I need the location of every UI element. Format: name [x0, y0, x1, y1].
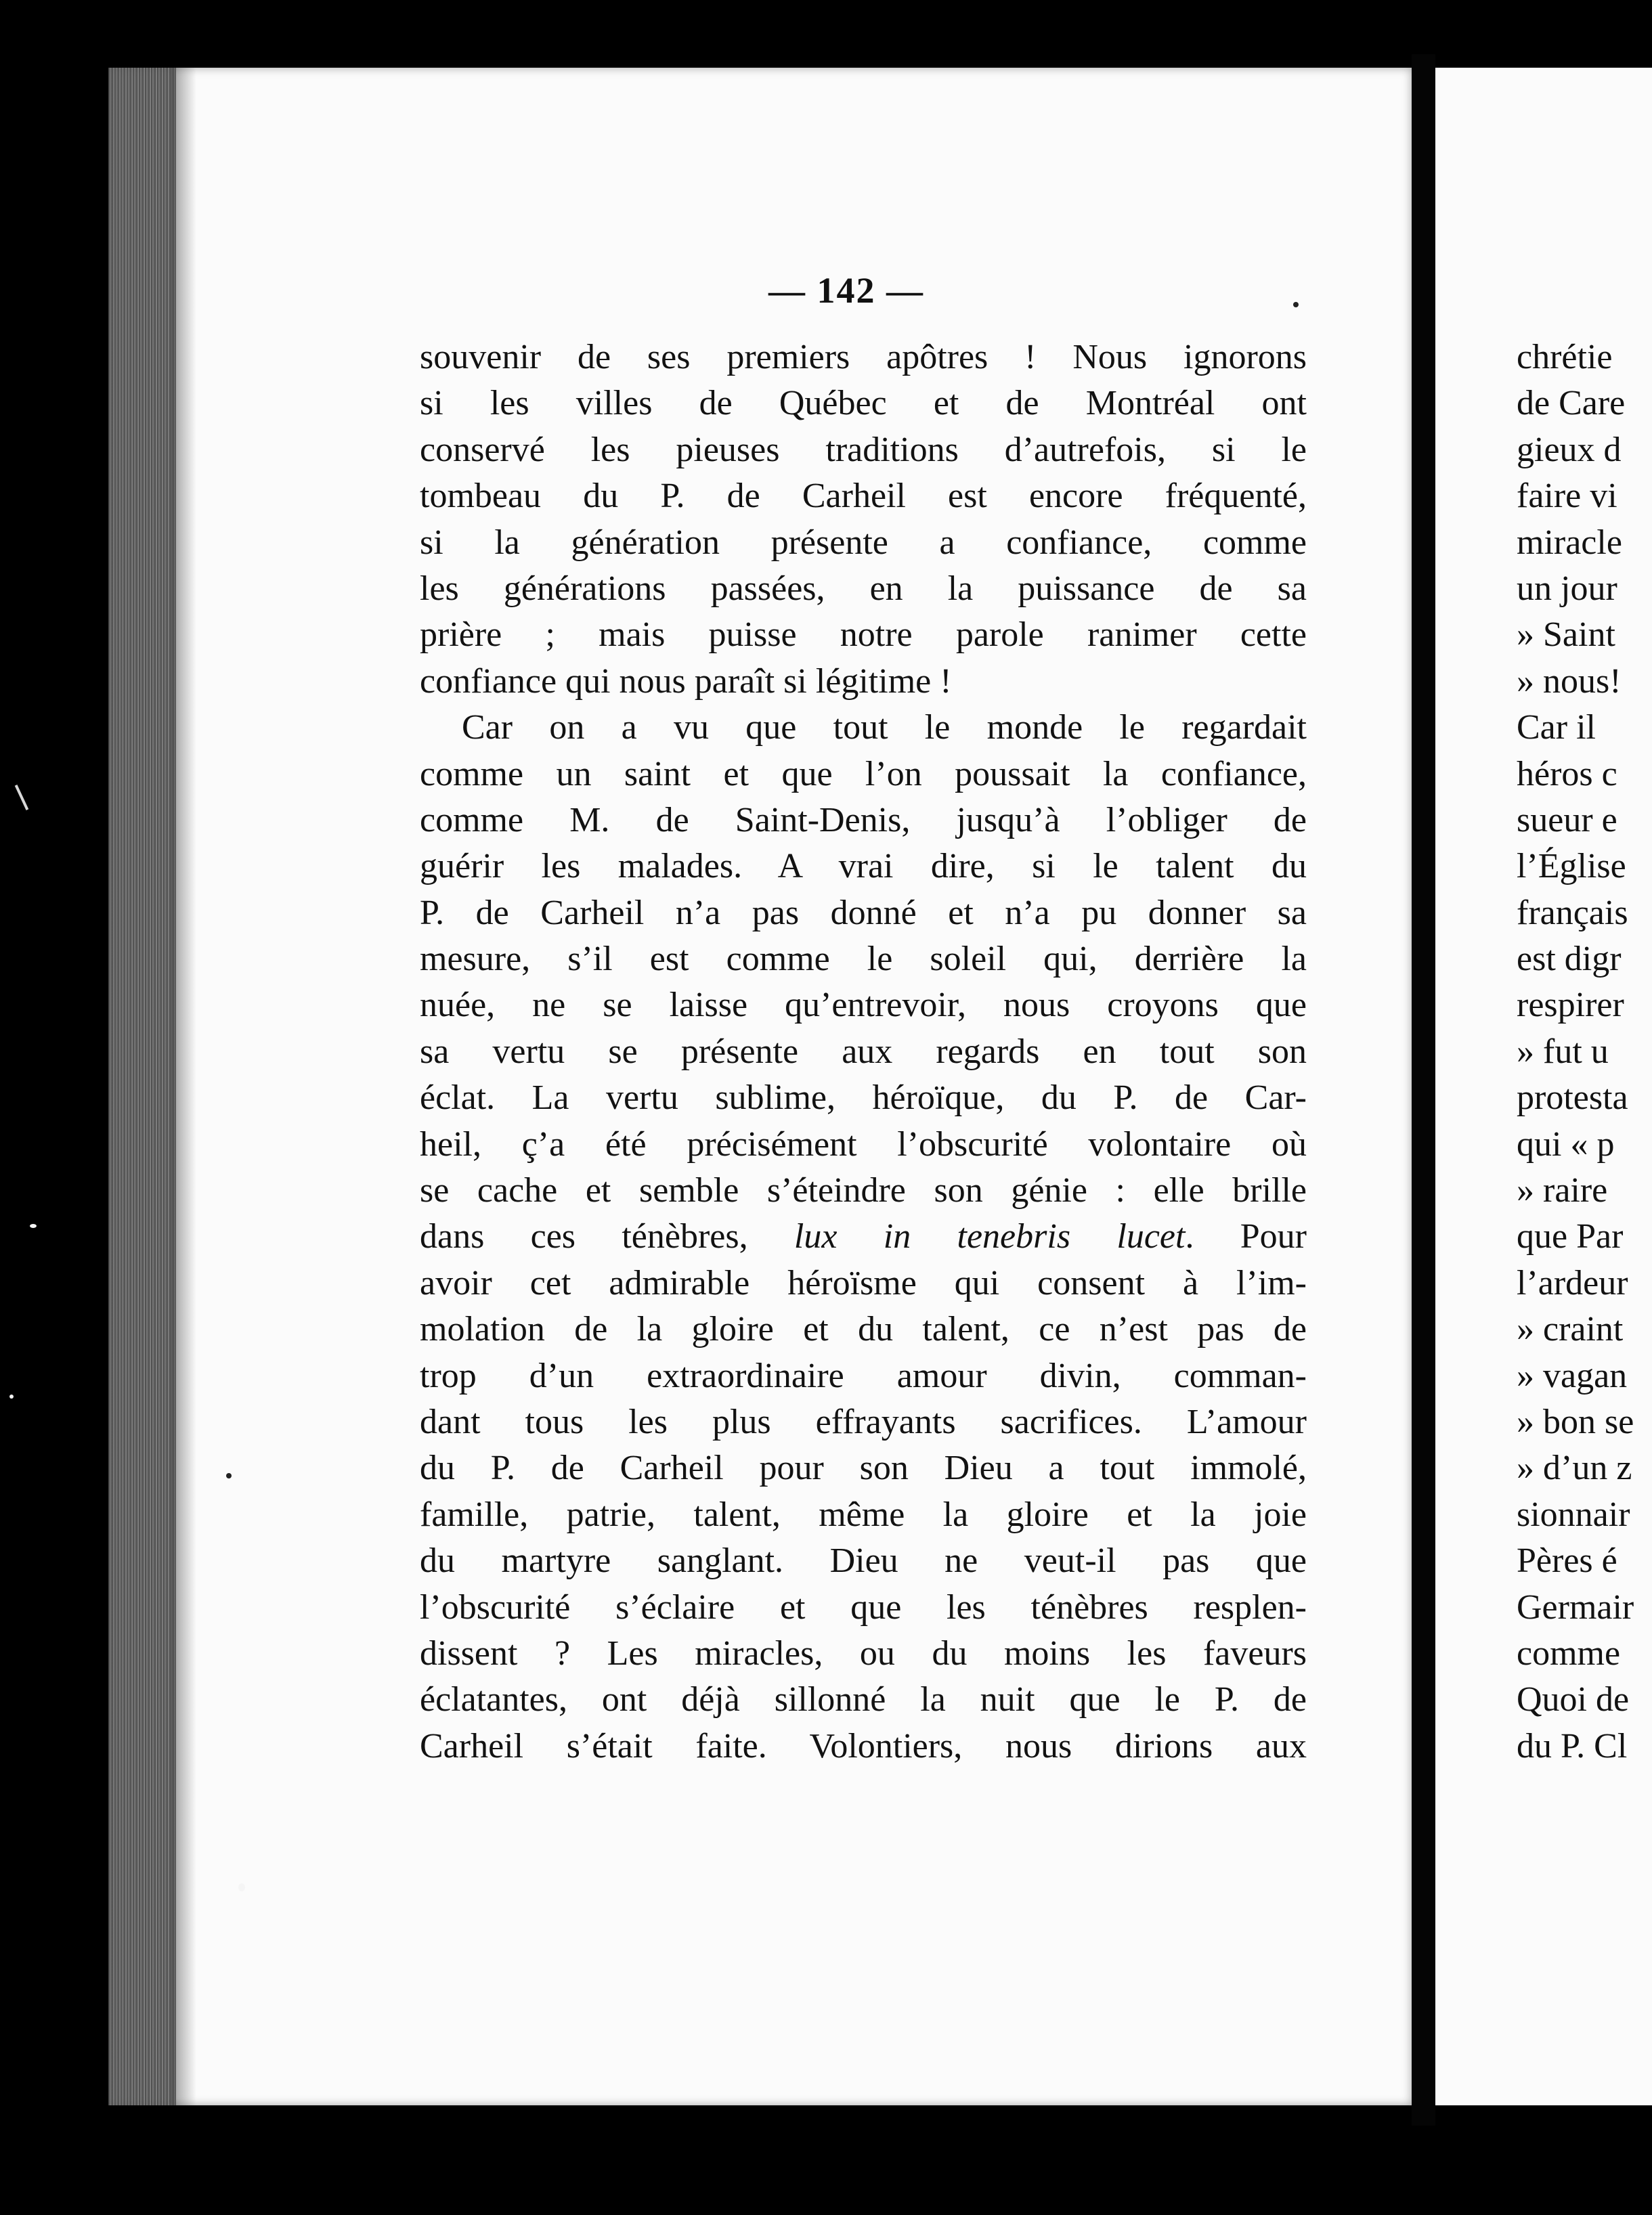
- text-line: conservé les pieuses traditions d’autrefois, si le: [420, 430, 1307, 469]
- text-line: français: [1517, 893, 1628, 932]
- text-line: » fut u: [1517, 1032, 1609, 1071]
- text-line: souvenir de ses premiers apôtres ! Nous ignorons: [420, 338, 1307, 376]
- page-number: — 142 —: [768, 270, 924, 311]
- text-line: P. de Carheil n’a pas donné et n’a pu donner sa: [420, 893, 1307, 932]
- text-line: » raire: [1517, 1171, 1608, 1210]
- text-line: dissent ? Les miracles, ou du moins les faveurs: [420, 1633, 1307, 1673]
- text-line: trop d’un extraordinaire amour divin, comman-: [420, 1356, 1307, 1395]
- text-line: les générations passées, en la puissance de sa: [420, 569, 1307, 608]
- text-line: du P. Cl: [1517, 1726, 1628, 1766]
- text-line: » Saint: [1517, 615, 1615, 655]
- text-line-italic-latin: dans ces ténèbres, lux in tenebris lucet. Pour: [420, 1217, 1307, 1256]
- right-page-text: [1517, 334, 1652, 1770]
- text-line: » d’un z: [1517, 1449, 1632, 1488]
- text-line: dant tous les plus effrayants sacrifices. L’amour: [420, 1402, 1307, 1441]
- text-line: » bon se: [1517, 1402, 1634, 1441]
- text-line: mesure, s’il est comme le soleil qui, derrière la: [420, 940, 1307, 979]
- text-line: » vagan: [1517, 1356, 1628, 1395]
- text-line: se cache et semble s’éteindre son génie : elle brille: [420, 1171, 1307, 1210]
- scan-artifact-speck: [1293, 302, 1299, 307]
- text-line: Carheil s’était faite. Volontiers, nous dirions aux: [420, 1726, 1307, 1766]
- text-line: Car on a vu que tout le monde le regardait: [462, 708, 1307, 747]
- text-line: faire vi: [1517, 477, 1617, 516]
- text-line: si les villes de Québec et de Montréal ont: [420, 384, 1307, 423]
- text-line: avoir cet admirable héroïsme qui consent à l’im-: [420, 1263, 1307, 1302]
- text-line: est digr: [1517, 940, 1622, 979]
- left-page-text: [420, 334, 1307, 1770]
- text-line: nuée, ne se laisse qu’entrevoir, nous croyons que: [420, 986, 1307, 1025]
- text-line: Germair: [1517, 1587, 1634, 1627]
- scan-artifact-speck: [30, 1224, 37, 1228]
- scan-artifact-speck: [226, 1473, 232, 1478]
- text-line: » nous!: [1517, 661, 1622, 701]
- text-line: comme un saint et que l’on poussait la confiance,: [420, 754, 1307, 793]
- text-line: l’Église: [1517, 847, 1626, 886]
- text-line: sa vertu se présente aux regards en tout son: [420, 1032, 1307, 1071]
- latin-quote: lux in tenebris lucet: [794, 1217, 1186, 1256]
- text-line: confiance qui nous paraît si légitime !: [420, 661, 952, 701]
- text-line: respirer: [1517, 986, 1624, 1025]
- text-line: éclatantes, ont déjà sillonné la nuit que le P. de: [420, 1680, 1307, 1719]
- text-line: du P. de Carheil pour son Dieu a tout immolé,: [420, 1449, 1307, 1488]
- text-line: héros c: [1517, 754, 1617, 793]
- scan-artifact-speck: [238, 1883, 245, 1891]
- text-line: un jour: [1517, 569, 1617, 608]
- text-line: comme: [1517, 1633, 1621, 1673]
- text-line: Pères é: [1517, 1541, 1617, 1581]
- text-line: chrétie: [1517, 338, 1613, 376]
- text-line: » craint: [1517, 1310, 1624, 1349]
- text-line: Car il: [1517, 708, 1596, 747]
- text-line: heil, ç’a été précisément l’obscurité volontaire où: [420, 1124, 1307, 1164]
- text-line: sionnair: [1517, 1495, 1630, 1534]
- left-page-edge: [108, 68, 176, 2105]
- text-line: gieux d: [1517, 430, 1622, 469]
- scan-artifact-mark: [15, 785, 29, 810]
- book-gutter: [1412, 54, 1435, 2126]
- text-line: qui « p: [1517, 1124, 1615, 1164]
- text-line: l’ardeur: [1517, 1263, 1628, 1302]
- text-line: éclat. La vertu sublime, héroïque, du P. de Car-: [420, 1078, 1307, 1118]
- text-line: l’obscurité s’éclaire et que les ténèbres resplen-: [420, 1587, 1307, 1627]
- text-line: protesta: [1517, 1078, 1628, 1118]
- text-line: du martyre sanglant. Dieu ne veut-il pas que: [420, 1541, 1307, 1581]
- scan-artifact-speck: [9, 1395, 14, 1399]
- text-line: sueur e: [1517, 800, 1617, 839]
- left-page-edge-shadow: [169, 68, 196, 2105]
- text-line: famille, patrie, talent, même la gloire et la joie: [420, 1495, 1307, 1534]
- text-line: molation de la gloire et du talent, ce n’est pas de: [420, 1310, 1307, 1349]
- text-line: comme M. de Saint-Denis, jusqu’à l’obliger de: [420, 800, 1307, 839]
- text-line: prière ; mais puisse notre parole ranimer cette: [420, 615, 1307, 655]
- text-line: si la génération présente a confiance, comme: [420, 523, 1307, 562]
- text-line: miracle: [1517, 523, 1622, 562]
- text-line: guérir les malades. A vrai dire, si le talent du: [420, 847, 1307, 886]
- text-line: que Par: [1517, 1217, 1624, 1256]
- text-line: tombeau du P. de Carheil est encore fréquenté,: [420, 477, 1307, 516]
- text-line: de Care: [1517, 384, 1626, 423]
- text-line: Quoi de: [1517, 1680, 1630, 1719]
